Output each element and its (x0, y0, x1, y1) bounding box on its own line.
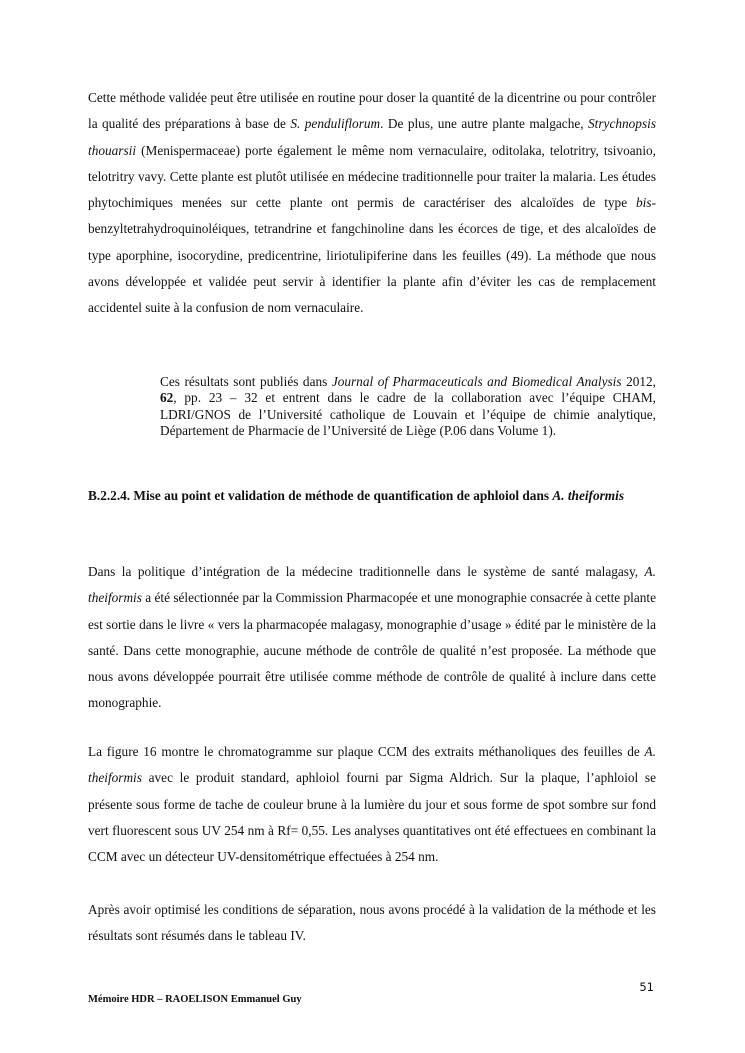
p2-text-2: a été sélectionnée par la Commission Pharmacopée et une monographie consacrée à cette plante est sortie dans le livre « vers la pharmacopée malagasy, monographie d’usage » édité par le ministère de la santé. Dans cette monographie, aucune méthode de contrôle de qualité n’est proposée. La méthode que nous avons développée pourrait être utilisée comme méthode de contrôle de qualité à inclure dans cette monographie. (88, 590, 656, 711)
paragraph-validation: Après avoir optimisé les conditions de séparation, nous avons procédé à la validation de la méthode et les résultats sont résumés dans le tableau IV. (88, 902, 656, 944)
species-strychnopsis: Strychnopsis thouarsii (88, 116, 656, 158)
p1-text-4: -benzyltetrahydroquinoléiques, tetrandrine et fangchinoline dans les écorces de tige, et des alcaloïdes de type aporphine, isocorydine, predicentrine, liriotulipiferine dans les feuilles (49). La méthode que nous avons développée et validée peut servir à identifier la plante afin d’éviter les cas de remplacement accidentel suite à la confusion de nom vernaculaire. (88, 195, 656, 316)
heading-text: B.2.2.4. Mise au point et validation de méthode de quantification de aphloiol dans (88, 488, 553, 503)
quote-text-2: 2012, (621, 374, 656, 389)
section-heading (88, 482, 656, 509)
p3-text-1: La figure 16 montre le chromatogramme sur plaque CCM des extraits méthanoliques des feuilles de (88, 744, 645, 759)
paragraph-monographie (88, 559, 656, 717)
p2-text-1: Dans la politique d’intégration de la médecine traditionnelle dans le système de santé malagasy, (88, 564, 645, 579)
footer-text: Mémoire HDR – RAOELISON Emmanuel Guy (88, 994, 302, 1005)
paragraph-chromatogramme (88, 739, 656, 870)
p3-text-2: avec le produit standard, aphloiol fourni par Sigma Aldrich. Sur la plaque, l’aphloiol se présente sous forme de tache de couleur brune à la lumière du jour et sous forme de spot sombre sur fond vert fluorescent sous UV 254 nm à Rf= 0,55. Les analyses quantitatives ont été effectuees en combinant la CCM avec un détecteur UV-densitométrique effectuées à 254 nm. (88, 770, 656, 865)
paragraph-dicentrine (88, 85, 656, 322)
term-bis: bis (636, 195, 652, 211)
species-s-penduliflorum: S. penduliflorum (290, 116, 381, 132)
p1-text-1: Cette méthode validée peut être utilisée en routine pour doser la quantité de la dicentrine ou pour contrôler la qualité des préparations à base de (88, 90, 656, 132)
p1-text-2: . De plus, une autre plante malgache, (380, 116, 589, 132)
journal-volume: 62 (160, 390, 174, 406)
quote-text-3: , pp. 23 – 32 et entrent dans le cadre de la collaboration avec l’équipe CHAM, LDRI/GNOS de l’Université catholique de Louvain et l’équipe de chimie analytique, Département de Pharmacie de l’Université de Liège (P.06 dans Volume 1). (160, 390, 656, 438)
quote-text-1: Ces résultats sont publiés dans (160, 374, 332, 389)
page-number: 51 (639, 980, 654, 994)
p2-species: A. theiformis (88, 564, 656, 606)
p3-species: A. theiformis (88, 744, 656, 786)
heading-species: A. theiformis (552, 488, 625, 503)
p1-text-3: (Menispermaceae) porte également le même nom vernaculaire, oditolaka, telotritry, tsivoanio, telotritry vavy. Cette plante est plutôt utilisée en médecine traditionnelle pour traiter la malaria. Les études phytochimiques menées sur cette plante ont permis de caractériser des alcaloïdes de type (88, 142, 656, 211)
journal-title: Journal of Pharmaceuticals and Biomedical Analysis (331, 374, 622, 389)
publication-note (160, 374, 656, 439)
